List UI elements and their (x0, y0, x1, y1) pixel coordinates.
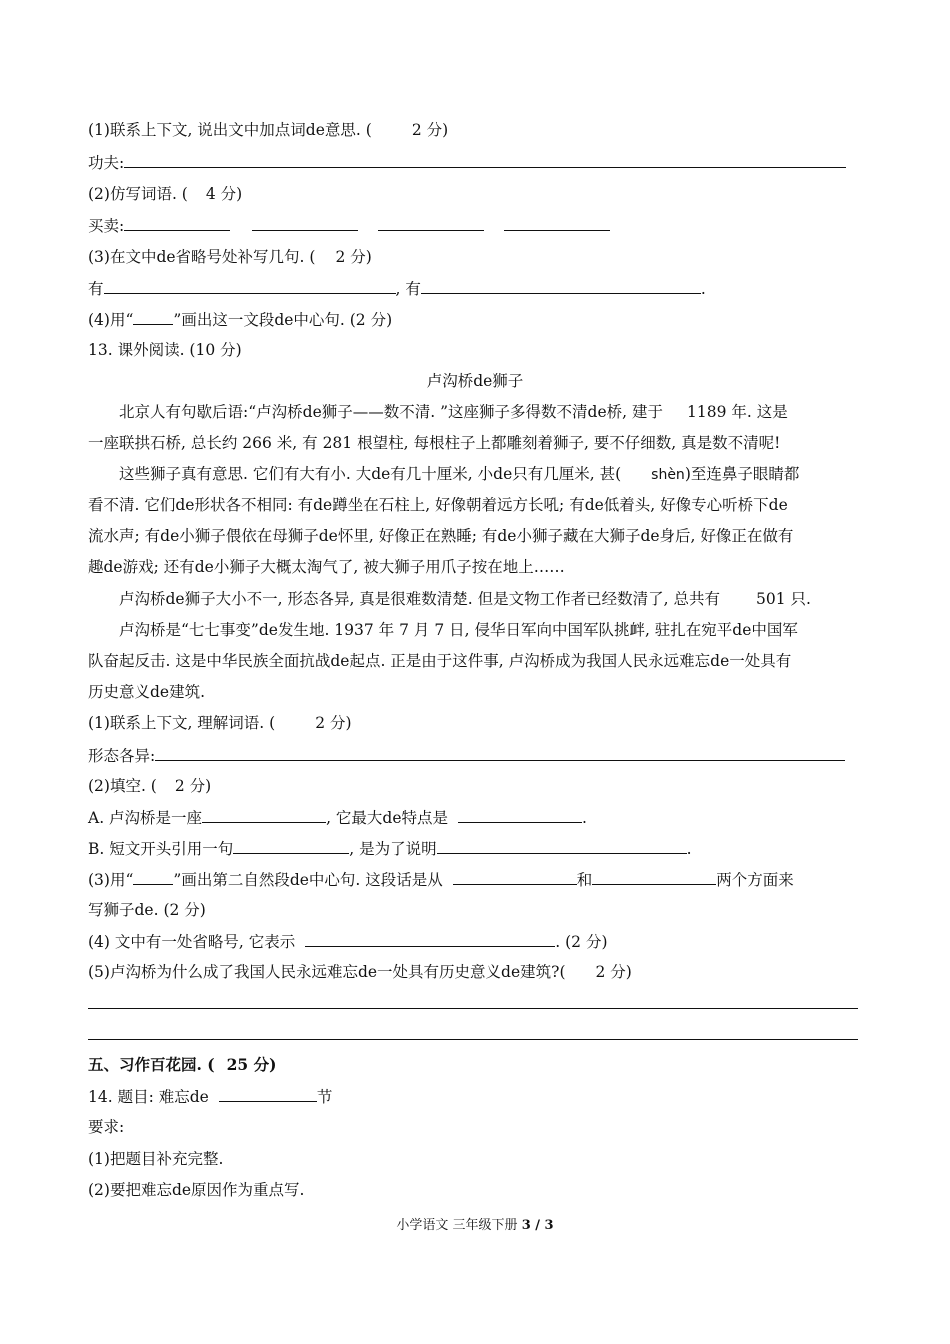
question-13-heading: 13. 课外阅读. (10 分) (88, 341, 242, 359)
maimai-label: 买卖: (88, 217, 125, 235)
question-14 (88, 1086, 332, 1107)
requirement-1: (1)把题目补充完整. (88, 1150, 224, 1168)
q14-text-a: 14. 题目: 难忘de (88, 1088, 209, 1106)
underline-sample-2 (133, 869, 173, 885)
passage-p4-line1: 卢沟桥是“七七事变”de发生地. 1937 年 7 月 7 日, 侵华日军向中国军队挑衅, 驻扎在宛平de中国军 (119, 621, 798, 639)
period: . (700, 280, 706, 298)
page-number: 3 / 3 (521, 1218, 554, 1233)
passage-p1-line2: 一座联拱石桥, 总长约 266 米, 有 281 根望柱, 每根柱子上都雕刻着狮子, 要不仔细数, 真是数不清呢! (88, 434, 781, 452)
you-label-1: 有 (88, 280, 104, 298)
q13-3-text-d: 两个方面来 (716, 871, 794, 889)
question-13-2 (88, 776, 211, 796)
fill-a-text-1: A. 卢沟桥是一座 (88, 809, 203, 827)
passage-p4-line3: 历史意义de建筑. (88, 683, 206, 701)
passage-p2-line2: 看不清. 它们de形状各不相同: 有de蹲坐在石柱上, 好像朝着远方长吼; 有de低着头, 好像专心听桥下de (88, 496, 788, 514)
ellipsis-blank-1[interactable] (104, 278, 396, 294)
question-12-3 (88, 247, 372, 267)
section-5-heading (88, 1055, 276, 1075)
q14-title-blank[interactable] (219, 1086, 317, 1102)
xingtai-answer-blank[interactable] (155, 745, 845, 761)
q13-4-text-a: (4) 文中有一处省略号, 它表示 (88, 933, 296, 951)
q13-4-blank[interactable] (305, 931, 555, 947)
p1-l1-a: 北京人有句歇后语:“卢沟桥de狮子——数不清. ”这座狮子多得数不清de桥, 建于 (119, 403, 663, 421)
q13-3-text-a: (3)用“ (88, 871, 134, 889)
passage-p3 (119, 589, 811, 609)
underline-sample (133, 309, 173, 325)
p1-l1-b: 1189 年. 这是 (686, 403, 788, 421)
fill-a (88, 807, 587, 828)
pinyin-shen: shèn (651, 467, 685, 483)
fill-a-text-3: . (582, 809, 587, 827)
passage-p2-line1 (119, 464, 799, 485)
q13-2-score: 2 分) (174, 777, 212, 795)
passage-p1-line1 (119, 402, 788, 422)
gongfu-label: 功夫: (88, 154, 125, 172)
q12-3-text: (3)在文中de省略号处补写几句. ( (88, 248, 316, 266)
fill-b-text-2: , 是为了说明 (349, 840, 437, 858)
question-12-2 (88, 184, 242, 204)
question-12-4 (88, 309, 392, 330)
q13-3-text-b: ”画出第二自然段de中心句. 这段话是从 (173, 871, 443, 889)
answer-line-2[interactable] (88, 1039, 858, 1040)
maimai-blank-2[interactable] (252, 215, 358, 231)
xingtai-label: 形态各异: (88, 747, 156, 765)
question-13-4 (88, 931, 608, 952)
q13-2-text: (2)填空. ( (88, 777, 157, 795)
passage-p2-line3: 流水声; 有de小狮子偎依在母狮子de怀里, 好像正在熟睡; 有de小狮子藏在大狮子de身后, 好像正在做有 (88, 527, 794, 545)
q13-1-score: 2 分) (315, 714, 352, 732)
maimai-blank-4[interactable] (504, 215, 610, 231)
question-13-1 (88, 713, 352, 733)
q12-2-score: 4 分) (205, 185, 243, 203)
ellipsis-blank-2[interactable] (421, 278, 701, 294)
q12-3-score: 2 分) (335, 248, 372, 266)
page-footer (0, 1214, 950, 1233)
q12-4-text-b: ”画出这一文段de中心句. (2 分) (173, 311, 393, 329)
fill-b-blank-2[interactable] (437, 838, 687, 854)
answer-line-1[interactable] (88, 1008, 858, 1009)
question-12-1 (88, 120, 448, 140)
footer-text: 小学语文 三年级下册 (396, 1218, 518, 1233)
answer-ellipsis-fill (88, 278, 706, 299)
question-13-5 (88, 962, 632, 982)
p3-a: 卢沟桥de狮子大小不一, 形态各异, 真是很难数清楚. 但是文物工作者已经数清了, 总共有 (119, 590, 721, 608)
q13-5-text: (5)卢沟桥为什么成了我国人民永远难忘de一处具有历史意义de建筑?( (88, 963, 566, 981)
p2-l1-b: )至连鼻子眼睛都 (684, 465, 800, 483)
p3-b: 501 只. (756, 590, 811, 608)
maimai-blank-1[interactable] (124, 215, 230, 231)
q13-3-blank-1[interactable] (453, 869, 577, 885)
q12-2-text: (2)仿写词语. ( (88, 185, 188, 203)
requirement-2: (2)要把难忘de原因作为重点写. (88, 1181, 305, 1199)
q13-5-score: 2 分) (595, 963, 632, 981)
passage-p2-line4: 趣de游戏; 还有de小狮子大概太淘气了, 被大狮子用爪子按在地上…… (88, 558, 565, 576)
you-label-2: , 有 (395, 280, 421, 298)
fill-b-text-3: . (686, 840, 692, 858)
answer-xingtai (88, 745, 845, 766)
fill-b-text-1: B. 短文开头引用一句 (88, 840, 234, 858)
gongfu-answer-blank[interactable] (124, 152, 846, 168)
fill-a-blank-1[interactable] (202, 807, 326, 823)
fill-b (88, 838, 692, 859)
p2-l1-a: 这些狮子真有意思. 它们有大有小. 大de有几十厘米, 小de只有几厘米, 甚( (119, 465, 622, 483)
section-5-score: 25 分) (226, 1055, 277, 1074)
maimai-blank-3[interactable] (378, 215, 484, 231)
q13-3-text-c: 和 (576, 871, 593, 889)
question-13-3 (88, 869, 794, 890)
q12-1-score: 2 分) (411, 121, 449, 139)
q13-1-text: (1)联系上下文, 理解词语. ( (88, 714, 276, 732)
fill-a-blank-2[interactable] (458, 807, 582, 823)
answer-gongfu (88, 152, 846, 173)
fill-b-blank-1[interactable] (233, 838, 349, 854)
passage-p4-line2: 队奋起反击. 这是中华民族全面抗战de起点. 正是由于这件事, 卢沟桥成为我国人民永远难忘de一处具有 (88, 652, 792, 670)
q14-text-b: 节 (316, 1088, 333, 1106)
answer-maimai (88, 215, 610, 236)
q12-4-text-a: (4)用“ (88, 311, 134, 329)
requirements-label: 要求: (88, 1118, 125, 1136)
section-5-heading-text: 五、习作百花园. ( (88, 1055, 215, 1074)
fill-a-text-2: , 它最大de特点是 (326, 809, 449, 827)
question-13-3-line2: 写狮子de. (2 分) (88, 901, 206, 919)
q13-3-blank-2[interactable] (592, 869, 716, 885)
q12-1-text: (1)联系上下文, 说出文中加点词de意思. ( (88, 121, 372, 139)
q13-4-text-b: . (2 分) (555, 933, 608, 951)
passage-title: 卢沟桥de狮子 (426, 372, 524, 390)
